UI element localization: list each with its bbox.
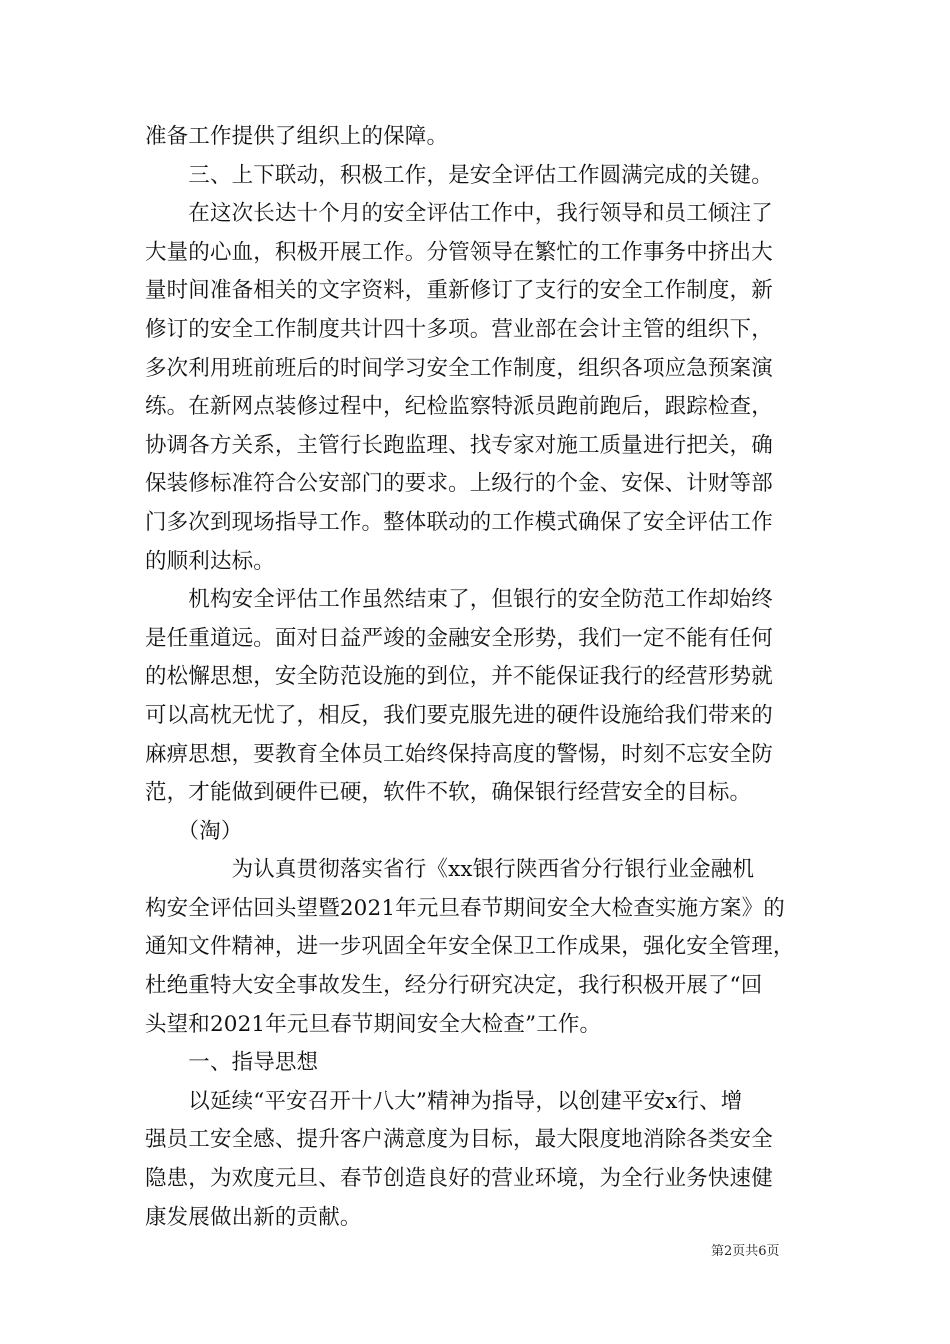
text-line: 可以高枕无忧了，相反，我们要克服先进的硬件设施给我们带来的 bbox=[145, 702, 773, 728]
text-line: 以延续“平安召开十八大”精神为指导，以创建平安x行、增 bbox=[145, 1088, 743, 1114]
text-line: 头望和2021年元旦春节期间安全大检查”工作。 bbox=[145, 1011, 602, 1037]
text-line: 杜绝重特大安全事故发生，经分行研究决定，我行积极开展了“回 bbox=[145, 973, 763, 999]
document-body bbox=[145, 118, 809, 1237]
text-line: 范，才能做到硬件已硬，软件不软，确保银行经营安全的目标。 bbox=[145, 780, 752, 806]
text-line: 是任重道远。面对日益严竣的金融安全形势，我们一定不能有任何 bbox=[145, 625, 773, 651]
text-line: 协调各方关系，主管行长跑监理、找专家对施工质量进行把关，确 bbox=[145, 432, 773, 458]
text-line: 量时间准备相关的文字资料，重新修订了支行的安全工作制度，新 bbox=[145, 278, 773, 304]
text-line: 机构安全评估工作虽然结束了，但银行的安全防范工作却始终 bbox=[145, 587, 773, 613]
text-line: 大量的心血，积极开展工作。分管领导在繁忙的工作事务中挤出大 bbox=[145, 239, 773, 265]
text-line: 在这次长达十个月的安全评估工作中，我行领导和员工倾注了 bbox=[145, 201, 773, 227]
text-line: （淘） bbox=[145, 818, 243, 844]
text-line: 三、上下联动，积极工作，是安全评估工作圆满完成的关键。 bbox=[145, 162, 773, 188]
text-line: 练。在新网点装修过程中，纪检监察特派员跑前跑后，跟踪检查， bbox=[145, 394, 773, 420]
text-line: 构安全评估回头望暨2021年元旦春节期间安全大检查实施方案》的 bbox=[145, 895, 785, 921]
text-line: 保装修标准符合公安部门的要求。上级行的个金、安保、计财等部 bbox=[145, 471, 773, 497]
text-line: 一、指导思想 bbox=[145, 1050, 319, 1076]
text-line: 的松懈思想，安全防范设施的到位，并不能保证我行的经营形势就 bbox=[145, 664, 773, 690]
text-line: 修订的安全工作制度共计四十多项。营业部在会计主管的组织下， bbox=[145, 316, 773, 342]
text-line: 多次利用班前班后的时间学习安全工作制度，组织各项应急预案演 bbox=[145, 355, 773, 381]
page-number: 第2页共6页 bbox=[711, 1244, 780, 1259]
text-line: 康发展做出新的贡献。 bbox=[145, 1204, 362, 1230]
text-line: 准备工作提供了组织上的保障。 bbox=[145, 124, 449, 149]
text-line: 门多次到现场指导工作。整体联动的工作模式确保了安全评估工作 bbox=[145, 509, 773, 535]
text-line: 通知文件精神，进一步巩固全年安全保卫工作成果，强化安全管理， bbox=[145, 934, 795, 960]
text-line: 的顺利达标。 bbox=[145, 548, 275, 574]
text-line: 强员工安全感、提升客户满意度为目标，最大限度地消除各类安全 bbox=[145, 1127, 773, 1153]
text-line: 麻痹思想，要教育全体员工始终保持高度的警惕，时刻不忘安全防 bbox=[145, 741, 773, 767]
text-line: 为认真贯彻落实省行《xx银行陕西省分行银行业金融机 bbox=[145, 857, 755, 883]
text-line: 隐患，为欢度元旦、春节创造良好的营业环境，为全行业务快速健 bbox=[145, 1166, 773, 1192]
